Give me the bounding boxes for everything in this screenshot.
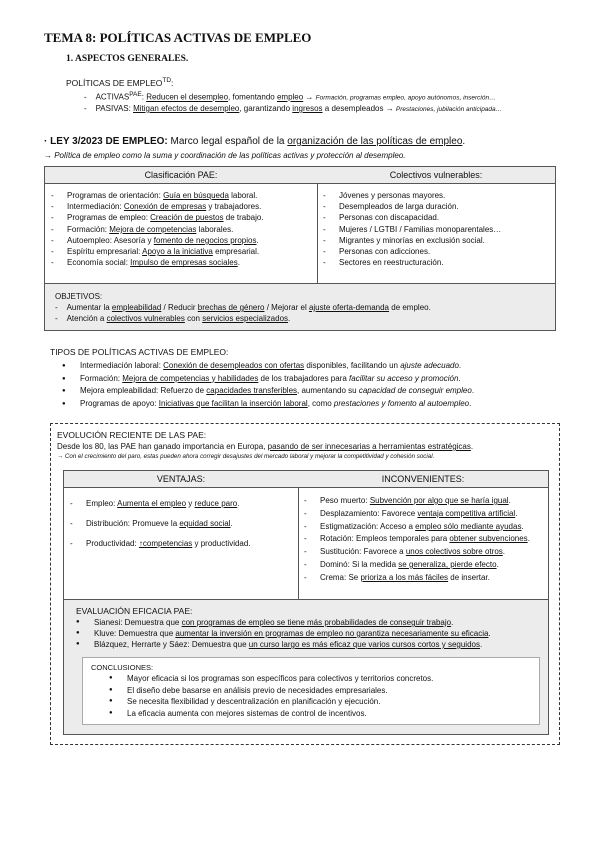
evolucion-heading: EVOLUCIÓN RECIENTE DE LAS PAE: bbox=[57, 430, 207, 440]
objetivos-label: OBJETIVOS: bbox=[55, 292, 103, 301]
inconveniente-item: - Estigmatización: Acceso a empleo sólo mediante ayudas. bbox=[298, 521, 548, 534]
conclusion-item: ● Se necesita flexibilidad y descentralización en planificación y ejecución. bbox=[99, 696, 529, 708]
inconveniente-item: - Sustitución: Favorece a unos colectivos sobre otros. bbox=[298, 546, 548, 559]
inconvenientes-header: INCONVENIENTES: bbox=[298, 471, 548, 488]
clasificacion-item: - Programas de orientación: Guía en búsqueda laboral. bbox=[45, 190, 317, 201]
inconvenientes-list bbox=[298, 495, 548, 585]
colectivo-item: - Jóvenes y personas mayores. bbox=[317, 190, 555, 201]
section-heading: 1. ASPECTOS GENERALES. bbox=[66, 54, 189, 64]
pae-table bbox=[44, 166, 556, 284]
page-title: TEMA 8: POLÍTICAS ACTIVAS DE EMPLEO bbox=[44, 30, 312, 45]
evolucion-frame bbox=[50, 423, 560, 745]
evolucion-subtext: → Con el crecimiento del paro, estas pueden ahora corregir desajustes del mercado laboral y mejorar la competitividad y cohesión social. bbox=[57, 453, 435, 460]
inconveniente-item: - Crema: Se prioriza a los más fáciles de insertar. bbox=[298, 572, 548, 585]
colectivos-header: Colectivos vulnerables: bbox=[317, 167, 555, 184]
conclusion-item: ● El diseño debe basarse en análisis previo de necesidades empresariales. bbox=[99, 685, 529, 697]
tipo-item: ● Programas de apoyo: Iniciativas que facilitan la inserción laboral, como prestaciones y fomento al autoempleo. bbox=[52, 398, 562, 411]
inconvenientes-column bbox=[298, 471, 548, 599]
inconveniente-item: - Peso muerto: Subvención por algo que se haría igual. bbox=[298, 495, 548, 508]
clasificacion-item: - Formación: Mejora de competencias laborales. bbox=[45, 224, 317, 235]
conclusion-item: ● Mayor eficacia si los programas son específicos para colectivos y territorios concretos. bbox=[99, 673, 529, 685]
evolucion-text: Desde los 80, las PAE han ganado importancia en Europa, pasando de ser innecesarias a herramientas estratégicas. bbox=[57, 442, 474, 451]
clasificacion-item: - Intermediación: Conexión de empresas y trabajadores. bbox=[45, 201, 317, 212]
activas-line: - $ACTIVAS^{PAE}$: Reducen el desempleo, fomentando empleo → Formación, programas empleo, apoyo autónomos, inserción… bbox=[84, 91, 496, 102]
inconveniente-item: - Desplazamiento: Favorece ventaja competitiva artificial. bbox=[298, 508, 548, 521]
clasificacion-list bbox=[45, 190, 317, 268]
eficacia-item: ● Kluve: Demuestra que aumentar la inversión en programas de empleo no garantiza necesariamente su eficacia. bbox=[66, 628, 546, 639]
eficacia-item: ● Blázquez, Herrarte y Sáez: Demuestra que un curso largo es más eficaz que varios cursos cortos y seguidos. bbox=[66, 639, 546, 650]
objetivos-line-2: - Atención a colectivos vulnerables con servicios especializados. bbox=[55, 314, 291, 323]
ley-subline: → Política de empleo como la suma y coordinación de las políticas activas y protección al desempleo. bbox=[44, 151, 406, 160]
eficacia-item: ● Sianesi: Demuestra que con programas de empleo se tiene más probabilidades de conseguir trabajo. bbox=[66, 617, 546, 628]
ley-line: · LEY 3/2023 DE EMPLEO: Marco legal español de la organización de las políticas de empleo. bbox=[44, 136, 466, 147]
pasivas-line: - PASIVAS: Mitigan efectos de desempleo, garantizando ingresos a desempleados → Prestaciones, jubilación anticipada… bbox=[84, 104, 503, 113]
eficacia-box bbox=[63, 599, 549, 735]
policies-heading: POLÍTICAS DE $EMPLEO^{TD}$: bbox=[66, 77, 174, 88]
colectivo-item: - Personas con discapacidad. bbox=[317, 212, 555, 223]
tipo-item: ● Intermediación laboral: Conexión de desempleados con ofertas disponibles, facilitando un ajuste adecuado. bbox=[52, 360, 562, 373]
clasificacion-column bbox=[45, 167, 318, 283]
clasificacion-item: - Espíritu empresarial: Apoyo a la iniciativa empresarial. bbox=[45, 246, 317, 257]
clasificacion-header: Clasificación PAE: bbox=[45, 167, 317, 184]
eficacia-list bbox=[66, 617, 546, 650]
colectivo-item: - Sectores en reestructuración. bbox=[317, 257, 555, 268]
ventajas-column bbox=[64, 471, 299, 599]
colectivos-column bbox=[317, 167, 555, 283]
colectivos-list bbox=[317, 190, 555, 268]
ventaja-item: - Productividad: ↑competencias y productividad. bbox=[64, 534, 298, 554]
inconveniente-item: - Rotación: Empleos temporales para obtener subvenciones. bbox=[298, 533, 548, 546]
clasificacion-item: - Economía social: Impulso de empresas sociales. bbox=[45, 257, 317, 268]
objetivos-line-1: - Aumentar la empleabilidad / Reducir brechas de género / Mejorar el ajuste oferta-demanda de empleo. bbox=[55, 303, 431, 312]
colectivo-item: - Desempleados de larga duración. bbox=[317, 201, 555, 212]
conclusiones-box bbox=[82, 657, 540, 725]
colectivo-item: - Mujeres / LGTBI / Familias monoparentales… bbox=[317, 224, 555, 235]
clasificacion-item: - Autoempleo: Asesoría y fomento de negocios propios. bbox=[45, 235, 317, 246]
colectivo-item: - Migrantes y minorías en exclusión social. bbox=[317, 235, 555, 246]
tipos-heading: TIPOS DE POLÍTICAS ACTIVAS DE EMPLEO: bbox=[50, 347, 229, 357]
ventajas-list bbox=[64, 494, 298, 554]
tipo-item: ● Mejora empleabilidad: Refuerzo de capacidades transferibles, aumentando su capacidad de conseguir empleo. bbox=[52, 385, 562, 398]
tipo-item: ● Formación: Mejora de competencias y habilidades de los trabajadores para facilitar su acceso y promoción. bbox=[52, 373, 562, 386]
ventajas-header: VENTAJAS: bbox=[64, 471, 298, 488]
eficacia-heading: EVALUACIÓN EFICACIA PAE: bbox=[76, 606, 193, 616]
ventaja-item: - Empleo: Aumenta el empleo y reduce paro. bbox=[64, 494, 298, 514]
inconveniente-item: - Dominó: Si la medida se generaliza, pierde efecto. bbox=[298, 559, 548, 572]
ventajas-table bbox=[63, 470, 549, 600]
ventaja-item: - Distribución: Promueve la equidad social. bbox=[64, 514, 298, 534]
conclusiones-list bbox=[99, 673, 529, 719]
clasificacion-item: - Programas de empleo: Creación de puestos de trabajo. bbox=[45, 212, 317, 223]
objetivos-box bbox=[44, 283, 556, 331]
colectivo-item: - Personas con adicciones. bbox=[317, 246, 555, 257]
conclusion-item: ● La eficacia aumenta con mejores sistemas de control de incentivos. bbox=[99, 708, 529, 720]
conclusiones-heading: CONCLUSIONES: bbox=[91, 663, 154, 672]
tipos-list bbox=[52, 360, 562, 410]
